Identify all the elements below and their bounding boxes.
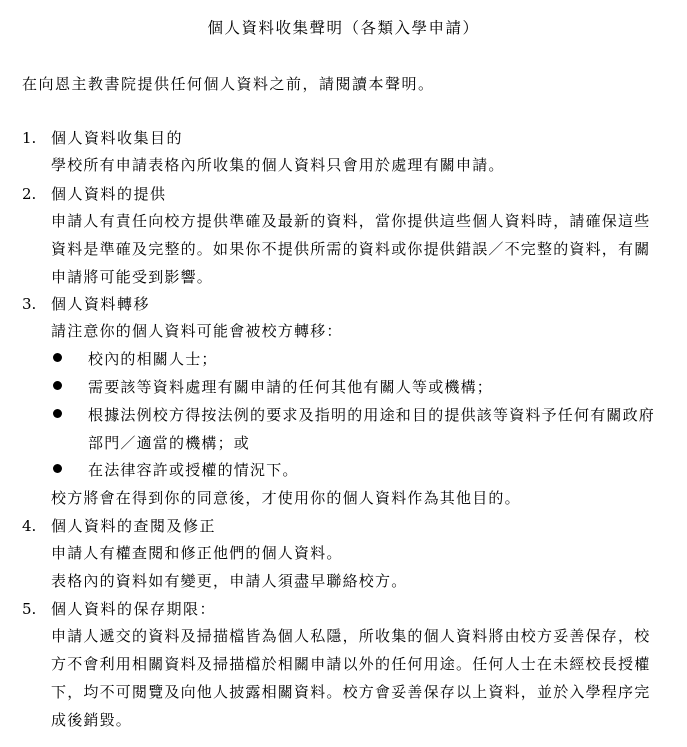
section-3-bullet-4: 在法律容許或授權的情況下。 [88, 461, 299, 479]
section-1-number: 1. [22, 129, 37, 147]
bullet-dot-icon [53, 464, 62, 473]
section-3-lead: 請注意你的個人資料可能會被校方轉移： [51, 322, 343, 340]
section-2-heading: 個人資料的提供 [51, 185, 167, 203]
section-3-heading: 個人資料轉移 [51, 295, 151, 313]
section-4-heading: 個人資料的查閱及修正 [51, 517, 217, 535]
section-5-body: 申請人遞交的資料及掃描檔皆為個人私隱，所收集的個人資料將由校方妥善保存，校方不會利用相關資料及掃描檔於相關申請以外的任何用途。任何人士在未經校長授權下，均不可閱覽及向他人披露相關資料。校方會妥善保存以上資料，並於入學程序完成後銷毀。 [51, 627, 651, 729]
section-5-number: 5. [22, 600, 37, 618]
section-3-bullet-3: 根據法例校方得按法例的要求及指明的用途和目的提供該等資料予任何有關政府部門／適當的機構；或 [88, 406, 656, 452]
bullet-dot-icon [53, 353, 62, 362]
section-4-line-1: 申請人有權查閱和修正他們的個人資料。 [51, 544, 343, 562]
section-3-bullet-1: 校內的相關人士； [88, 350, 218, 368]
section-3-number: 3. [22, 295, 37, 313]
bullet-dot-icon [53, 409, 62, 418]
document-title: 個人資料收集聲明（各類入學申請） [207, 19, 480, 37]
section-4-number: 4. [22, 517, 37, 535]
bullet-dot-icon [53, 381, 62, 390]
intro-paragraph: 在向恩主教書院提供任何個人資料之前，請閱讀本聲明。 [22, 75, 435, 93]
section-4-line-2: 表格內的資料如有變更，申請人須盡早聯絡校方。 [51, 572, 408, 590]
section-3-closing: 校方將會在得到你的同意後，才使用你的個人資料作為其他目的。 [51, 489, 521, 507]
section-1-body: 學校所有申請表格內所收集的個人資料只會用於處理有關申請。 [51, 156, 505, 174]
section-3-bullet-2: 需要該等資料處理有關申請的任何其他有關人等或機構； [88, 378, 494, 396]
section-2-body: 申請人有責任向校方提供準確及最新的資料，當你提供這些個人資料時，請確保這些資料是準確及完整的。如果你不提供所需的資料或你提供錯誤／不完整的資料，有關申請將可能受到影響。 [51, 212, 651, 286]
section-5-heading: 個人資料的保存期限： [51, 600, 217, 618]
section-1-heading: 個人資料收集目的 [51, 129, 184, 147]
section-2-number: 2. [22, 185, 37, 203]
